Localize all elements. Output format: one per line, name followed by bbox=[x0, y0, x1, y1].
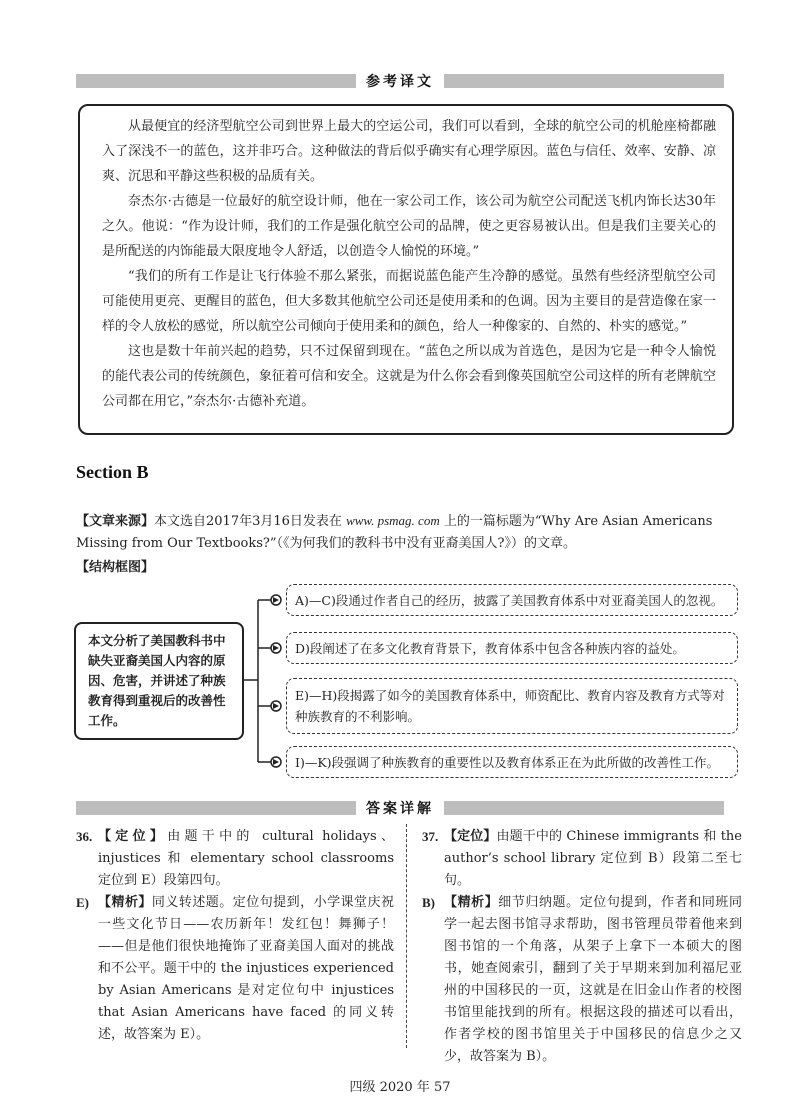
structure-branch-box bbox=[286, 632, 738, 664]
answers-left-column bbox=[76, 826, 394, 1046]
branch-text: E)—H)段揭露了如今的美国教育体系中，师资配比、教育内容及教育方式等对种族教育的不利影响。 bbox=[295, 688, 725, 724]
branch-text: I)—K)段强调了种族教育的重要性以及教育体系正在为此所做的改善性工作。 bbox=[295, 754, 720, 770]
item-text: 由题干中的 Chinese immigrants 和 the author’s school library 定位到 B）段第二至七句。 bbox=[444, 829, 742, 888]
structure-main-box: 本文分析了美国教科书中缺失亚裔美国人内容的原因、危害，并讲述了种族教育得到重视后的改善性工作。 bbox=[74, 622, 244, 740]
structure-branch-box bbox=[286, 746, 738, 778]
answer-item bbox=[422, 826, 742, 892]
branch-text: A)—C)段通过作者自己的经历，披露了美国教育体系中对亚裔美国人的忽视。 bbox=[295, 592, 724, 608]
answers-title: 答案详解 bbox=[356, 798, 444, 818]
translation-title: 参考译文 bbox=[356, 71, 444, 91]
header-bar-right bbox=[444, 801, 724, 815]
answer-item bbox=[422, 892, 742, 1068]
item-text: 由题干中的 cultural holidays、injustices 和 elementary school classrooms 定位到 E）段第四句。 bbox=[98, 829, 394, 888]
column-divider bbox=[406, 824, 407, 1048]
structure-branch-box bbox=[286, 678, 738, 734]
translation-paragraph: 从最便宜的经济型航空公司到世界上最大的空运公司，我们可以看到，全球的航空公司的机舱座椅都融入了深浅不一的蓝色，这并非巧合。这种做法的背后似乎确实有心理学原因。蓝色与信任、效率、安静、凉爽、沉思和平静这些积极的品质有关。 bbox=[102, 119, 716, 184]
answer-item bbox=[76, 892, 394, 1046]
answer-item bbox=[76, 826, 394, 892]
page-number: 57 bbox=[433, 1080, 451, 1095]
item-number: 37. bbox=[422, 829, 439, 844]
translation-paragraph: 奈杰尔·古德是一位最好的航空设计师，他在一家公司工作，该公司为航空公司配送飞机内饰长达30年之久。他说：“作为设计师，我们的工作是强化航空公司的品牌，使之更容易被认出。但是我们主要关心的是所配送的内饰能最大限度地令人舒适，以创造令人愉悦的环境。” bbox=[102, 194, 716, 259]
source-text-1: 本文选自2017年3月16日发表在 bbox=[154, 514, 342, 529]
item-number: B) bbox=[422, 895, 435, 910]
item-tag: 【精析】 bbox=[444, 895, 499, 910]
source-text-2: 上的一篇标题为“Why Are Asian Americans Missing from Our Textbooks?”（《为何我们的教科书中没有亚裔美国人?》）的文章。 bbox=[76, 514, 713, 551]
answers-header bbox=[76, 799, 724, 817]
page-footer bbox=[0, 1076, 800, 1095]
structure-tag: 【结构框图】 bbox=[76, 560, 155, 575]
item-tag: 【精析】 bbox=[98, 895, 152, 910]
item-tag: 【定位】 bbox=[444, 829, 497, 844]
item-tag: 【定位】 bbox=[98, 829, 168, 844]
structure-branch-box bbox=[286, 584, 738, 616]
item-number: 36. bbox=[76, 829, 93, 844]
header-bar-left bbox=[76, 801, 356, 815]
source-tag: 【文章来源】 bbox=[76, 514, 155, 529]
branch-text: D)段阐述了在多文化教育背景下，教育体系中包含各种族内容的益处。 bbox=[295, 640, 685, 656]
source-site: www. psmag. com bbox=[346, 513, 440, 528]
answers-right-column bbox=[422, 826, 742, 1068]
translation-paragraph: “我们的所有工作是让飞行体验不那么紧张，而据说蓝色能产生冷静的感觉。虽然有些经济型航空公司可能使用更亮、更醒目的蓝色，但大多数其他航空公司还是使用柔和的色调。因为主要目的是营造像在家一样的令人放松的感觉，所以航空公司倾向于使用柔和的颜色，给人一种像家的、自然的、朴实的感觉。” bbox=[102, 269, 716, 334]
translation-paragraph: 这也是数十年前兴起的趋势，只不过保留到现在。“蓝色之所以成为首选色，是因为它是一种令人愉悦的能代表公司的传统颜色，象征着可信和安全。这就是为什么你会看到像英国航空公司这样的所有老牌航空公司都在用它，”奈杰尔·古德补充道。 bbox=[102, 344, 716, 409]
item-number: E) bbox=[76, 895, 89, 910]
item-text: 细节归纳题。定位句提到，作者和同班同学一起去图书馆寻求帮助，图书管理员带着他来到图书馆的一个角落，从架子上拿下一本硕大的图书，她查阅索引，翻到了关于早期来到加利福尼亚州的中国移民的一页，这就是在旧金山作者的校图书馆里能找到的所有。根据这段的描述可以看出，作者学校的图书馆里关于中国移民的信息少之又少，故答案为 B）。 bbox=[444, 895, 742, 1064]
section-b-heading: Section B bbox=[76, 462, 149, 482]
item-text: 同义转述题。定位句提到，小学课堂庆祝一些文化节日——农历新年！发红包！舞狮子！——但是他们很快地掩饰了亚裔美国人面对的挑战和不公平。题干中的 the injustices experienced by Asian Americans 是对定位句中 injustices that Asian Americans have faced 的同义转述，故答案为 E）。 bbox=[98, 895, 394, 1042]
footer-label: 四级 2020 年 bbox=[349, 1080, 430, 1095]
